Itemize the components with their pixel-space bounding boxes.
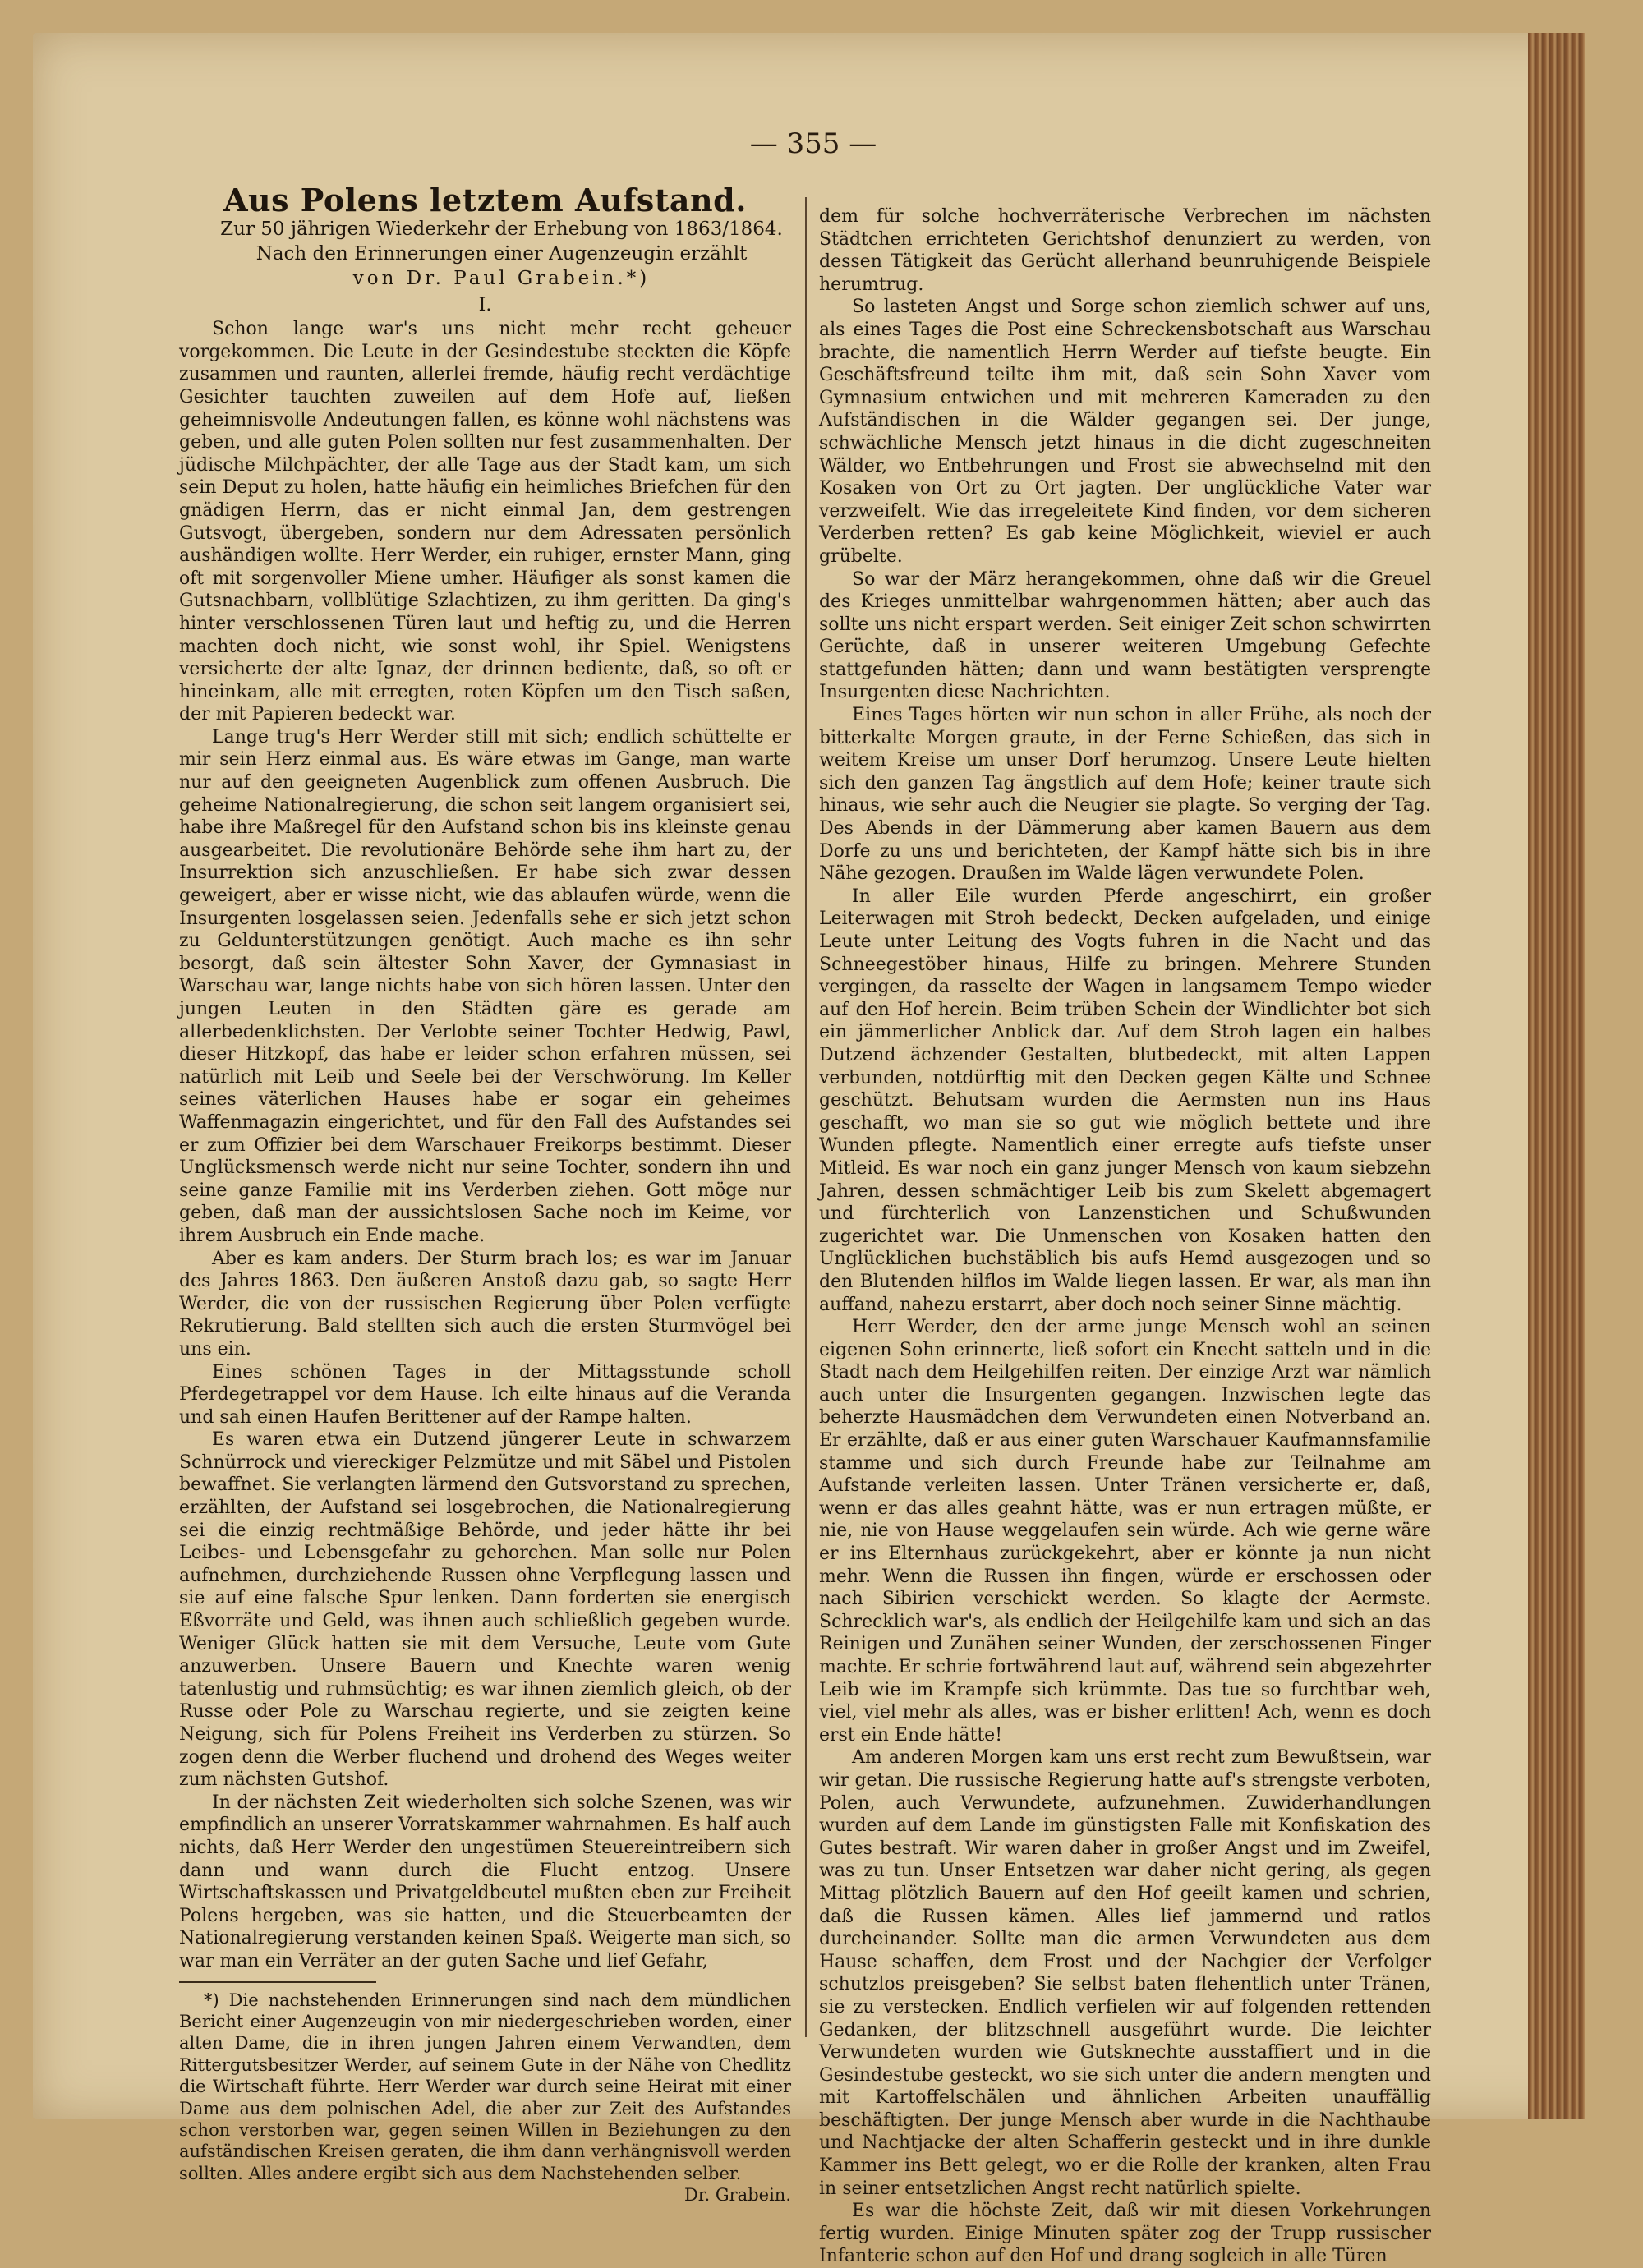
paragraph: Es war die höchste Zeit, daß wir mit diesen Vorkehrungen fertig wurden. Einige Minuten später zog der Trupp russischer Infanterie schon auf den Hof und drang sogleich in alle Türen — [819, 2201, 1431, 2267]
newspaper-page — [33, 33, 1585, 2267]
book-edge — [1528, 33, 1585, 2119]
paragraph: In der nächsten Zeit wiederholten sich solche Szenen, was wir empfindlich an unserer Vorratskammer wahrnahmen. Es half auch nichts, daß Herr Werder den ungestümen Steuereintreibern sich dann und wann durch die Flucht entzog. Unsere Wirtschaftskassen und Privatgeldbeutel mußten eben zur Freiheit Polens hergeben, was sie hatten, und die Steuerbeamten der Nationalregierung verstanden keinen Spaß. Weigerte man sich, so war man ein Verräter an der guten Sache und lief Gefahr, — [179, 1792, 791, 1971]
left-column — [179, 182, 791, 2206]
paragraph: Lange trug's Herr Werder still mit sich; endlich schüttelte er mir sein Herz einmal aus. Es wäre etwas im Gange, man warte nur auf den geeigneten Augenblick zum offenen Ausbruch. Die geheime Nationalregierung, die schon seit langem organisiert sei, habe ihre Maßregel für den Aufstand schon bis ins kleinste genau ausgearbeitet. Die revolutionäre Behörde sehe ihm hart zu, der Insurrektion sich anzuschließen. Er habe sich zwar dessen geweigert, aber er wisse nicht, wie das ablaufen würde, wenn die Insurgenten losgelassen seien. Jedenfalls sehe er sich jetzt schon zu Geldunterstützungen genötigt. Auch mache es ihn sehr besorgt, daß sein ältester Sohn Xaver, der Gymnasiast in Warschau war, lange nichts habe von sich hören lassen. Unter den jungen Leuten in den Städten gäre es gerade am allerbedenklichsten. Der Verlobte seiner Tochter Hedwig, Pawl, dieser Hitzkopf, das habe er leider schon erfahren müssen, sei natürlich mit Leib und Seele bei der Verschwörung. Im Keller seines väterlichen Hauses habe er sogar ein geheimes Waffenmagazin eingerichtet, und für den Fall des Aufstandes sei er zum Offizier bei dem Warschauer Freikorps bestimmt. Dieser Unglücksmensch werde nicht nur seine Tochter, sondern ihn und seine ganze Familie mit ins Verderben ziehen. Gott möge nur geben, daß man der aussichtslosen Sache noch im Keime, vor ihrem Ausbruch ein Ende mache. — [179, 726, 791, 1246]
footnote — [179, 1990, 791, 2206]
article-subtitle: Zur 50 jährigen Wiederkehr der Erhebung von 1863/1864. — [220, 218, 783, 240]
paragraph: So war der März herangekommen, ohne daß wir die Greuel des Krieges unmittelbar wahrgenommen hätten; aber auch das sollte uns nicht erspart werden. Seit einiger Zeit schon schwirrten Gerüchte, daß in unserer weiteren Umgebung Gefechte stattgefunden hätten; dann und wann bestätigten versprengte Insurgenten diese Nachrichten. — [819, 568, 1431, 703]
paragraph: Schon lange war's uns nicht mehr recht geheuer vorgekommen. Die Leute in der Gesindestube steckten die Köpfe zusammen und raunten, allerlei fremde, häufig recht verdächtige Gesichter tauchten zuweilen auf dem Hofe auf, ließen geheimnisvolle Andeutungen fallen, es könne wohl nächstens was geben, und alle guten Polen sollten nur fest zusammenhalten. Der jüdische Milchpächter, der alle Tage aus der Stadt kam, um sich sein Deput zu holen, hatte häufig ein heimliches Briefchen für den gnädigen Herrn, das er nicht einmal Jan, dem gestrengen Gutsvogt, übergeben, sondern nur dem Adressaten persönlich aushändigen wollte. Herr Werder, ein ruhiger, ernster Mann, ging oft mit sorgenvoller Miene umher. Häufiger als sonst kamen die Gutsnachbarn, vollblütige Szlachtizen, zu ihm geritten. Da ging's hinter verschlossenen Türen laut und heftig zu, und die Herren machten doch nicht, wie sonst wohl, ihr Spiel. Wenigstens versicherte der alte Ignaz, der drinnen bediente, daß, so oft er hineinkam, alle mit erregten, roten Köpfen um den Tisch saßen, der mit Papieren bedeckt war. — [179, 319, 791, 725]
footnote-signature: Dr. Grabein. — [683, 2185, 791, 2206]
article-title: Aus Polens letztem Aufstand. — [223, 182, 747, 219]
paragraph: So lasteten Angst und Sorge schon ziemlich schwer auf uns, als eines Tages die Post eine Schreckensbotschaft aus Warschau brachte, die namentlich Herrn Werder auf tiefste beugte. Ein Geschäftsfreund teilte ihm mit, daß sein Sohn Xaver vom Gymnasium entwichen und mit mehreren Kameraden zu den Aufständischen in die Wälder gegangen sei. Der junge, schwächliche Mensch jetzt hinaus in die dicht zugeschneiten Wälder, wo Entbehrungen und Frost sie abwechselnd mit den Kosaken von Ort zu Ort jagten. Der unglückliche Vater war verzweifelt. Wie das irregeleitete Kind finden, vor dem sicheren Verderben retten? Es gab keine Möglichkeit, wieviel er auch grübelte. — [819, 297, 1431, 567]
paragraph: Eines schönen Tages in der Mittagsstunde scholl Pferdegetrappel vor dem Hause. Ich eilte hinaus auf die Veranda und sah einen Haufen Berittener auf der Rampe halten. — [179, 1361, 791, 1428]
paragraph: Aber es kam anders. Der Sturm brach los; es war im Januar des Jahres 1863. Den äußeren Anstoß dazu gab, so sagte Herr Werder, die von der russischen Regierung über Polen verfügte Rekrutierung. Bald stellten sich auch die ersten Sturmvögel bei uns ein. — [179, 1248, 791, 1359]
article-author: von Dr. Paul Grabein.*) — [352, 267, 651, 289]
paragraph: Herr Werder, den der arme junge Mensch wohl an seinen eigenen Sohn erinnerte, ließ sofort ein Knecht satteln und in die Stadt nach dem Heilgehilfen reiten. Der einzige Arzt war nämlich auch unter die Insurgenten gegangen. Inzwischen legte das beherzte Hausmädchen dem Verwundeten einen Notverband an. Er erzählte, daß er aus einer guten Warschauer Kaufmannsfamilie stamme und sich durch Freunde habe zur Teilnahme am Aufstande verleiten lassen. Unter Tränen versicherte er, daß, wenn er das alles geahnt hätte, was er nun ertragen müßte, er nie, nie von Hause weggelaufen sein würde. Ach wie gerne wäre er ins Elternhaus zurückgekehrt, aber er könnte ja nun nicht mehr. Wenn die Russen ihn fingen, würde er erschossen oder nach Sibirien verschickt werden. So klagte der Aermste. Schrecklich war's, als endlich der Heilgehilfe kam und sich an das Reinigen und Zunähen seiner Wunden, der zerschossenen Finger machte. Er schrie fortwährend laut auf, während sein abgezehrter Leib wie im Krampfe sich krümmte. Das tue so furchtbar weh, viel, viel mehr als alles, was er bisher erlitten! Ach, wenn es doch erst ein Ende hätte! — [819, 1317, 1431, 1746]
paragraph: In aller Eile wurden Pferde angeschirrt, ein großer Leiterwagen mit Stroh bedeckt, Decken aufgeladen, und einige Leute unter Leitung des Vogts fuhren in die Nacht und das Schneegestöber hinaus, Hilfe zu bringen. Mehrere Stunden vergingen, da rasselte der Wagen in langsamem Tempo wieder auf den Hof herein. Beim trüben Schein der Windlichter bot sich ein jämmerlicher Anblick dar. Auf dem Stroh lagen ein halbes Dutzend ächzender Gestalten, blutbedeckt, mit alten Lappen verbunden, notdürftig mit den Decken gegen Kälte und Schnee geschützt. Behutsam wurden die Aermsten nun ins Haus geschafft, wo man sie so gut wie möglich bettete und ihre Wunden pflegte. Namentlich einer erregte aufs tiefste unser Mitleid. Es war noch ein ganz junger Mensch von kaum siebzehn Jahren, dessen schmächtiger Leib bis zum Skelett abgemagert und fürchterlich von Lanzenstichen und Schußwunden zugerichtet war. Die Unmenschen von Kosaken hatten den Unglücklichen buchstäblich bis aufs Hemd ausgezogen und so den Blutenden hilflos im Walde liegen lassen. Er war, als man ihn auffand, nahezu erstarrt, aber doch noch seiner Sinne mächtig. — [819, 886, 1431, 1315]
footnote-rule — [179, 1981, 376, 1983]
paragraph: Es waren etwa ein Dutzend jüngerer Leute in schwarzem Schnürrock und viereckiger Pelzmütze und mit Säbel und Pistolen bewaffnet. Sie verlangten lärmend den Gutsvorstand zu sprechen, erzählten, der Aufstand sei losgebrochen, die Nationalregierung sei die einzig rechtmäßige Behörde, und jeder hätte ihr bei Leibes- und Lebensgefahr zu gehorchen. Man solle nur Polen aufnehmen, durchziehende Russen ohne Verpflegung lassen und sie auf eine falsche Spur lenken. Dann forderten sie energisch Eßvorräte und Geld, was ihnen auch schließlich gegeben wurde. Weniger Glück hatten sie mit dem Versuche, Leute vom Gute anzuwerben. Unsere Bauern und Knechte waren wenig tatenlustig und ruhmsüchtig; es war ihnen ziemlich gleich, ob der Russe oder Pole zu Warschau regierte, und sie zeigten keine Neigung, sich für Polens Freiheit ins Verderben zu stürzen. So zogen denn die Werber fluchend und drohend des Weges weiter zum nächsten Gutshof. — [179, 1429, 791, 1791]
footnote-text: *) Die nachstehenden Erinnerungen sind nach dem mündlichen Bericht einer Augenzeugin von mir niedergeschrieben worden, einer alten Dame, die in ihren jungen Jahren einem Verwandten, dem Rittergutsbesitzer Werder, auf seinem Gute in der Nähe von Chedlitz die Wirtschaft führte. Herr Werder war durch seine Heirat mit einer Dame aus dem polnischen Adel, die aber zur Zeit des Aufstandes schon verstorben war, gegen seinen Willen in Beziehungen zu den aufständischen Kreisen geraten, die ihm dann verhängnisvoll werden sollten. Alles andere ergibt sich aus dem Nachstehenden selber. — [179, 1990, 791, 2183]
article-subtitle-2: Nach den Erinnerungen einer Augenzeugin erzählt — [255, 242, 748, 265]
right-column — [819, 205, 1431, 2268]
paragraph: Eines Tages hörten wir nun schon in aller Frühe, als noch der bitterkalte Morgen graute, in der Ferne Schießen, das sich in weitem Kreise um unser Dorf herumzog. Unsere Leute hielten sich den ganzen Tag ängstlich auf dem Hofe; keiner traute sich hinaus, wie sehr auch die Neugier sie plagte. So verging der Tag. Des Abends in der Dämmerung aber kamen Bauern aus dem Dorfe zu uns und berichteten, der Kampf hätte sich bis in ihre Nähe gezogen. Draußen im Walde lägen verwundete Polen. — [819, 705, 1431, 885]
paragraph: dem für solche hochverräterische Verbrechen im nächsten Städtchen errichteten Gerichtshof denunziert zu werden, von dessen Tätigkeit das Gerücht allerhand beunruhigende Beispiele herumtrug. — [819, 206, 1431, 295]
paragraph: Am anderen Morgen kam uns erst recht zum Bewußtsein, war wir getan. Die russische Regierung hatte auf's strengste verboten, Polen, auch Verwundete, aufzunehmen. Zuwiderhandlungen wurden auf dem Lande im günstigsten Falle mit Konfiskation des Gutes bestraft. Wir waren daher in großer Angst und im Zweifel, was zu tun. Unser Entsetzen war daher nicht gering, als gegen Mittag plötzlich Bauern auf den Hof geeilt kamen und schrien, daß die Russen kämen. Alles lief jammernd und ratlos durcheinander. Sollte man die armen Verwundeten aus dem Hause schaffen, dem Frost und der Nachgier der Verfolger schutzlos preisgeben? Sie selbst baten flehentlich unter Tränen, sie zu verstecken. Endlich verfielen wir auf folgenden rettenden Gedanken, der blitzschnell ausgeführt wurde. Die leichter Verwundeten wurden wie Gutsknechte ausstaffiert und in die Gesindestube gesteckt, wo sie sich unter die andern mengten und mit Kartoffelschälen und ähnlichen Arbeiten unauffällig beschäftigten. Der junge Mensch aber wurde in die Nachthaube und Nachtjacke der alten Schafferin gesteckt und in ihre dunkle Kammer ins Bett gelegt, wo er die Rolle der kranken, alten Frau in seiner entsetzlichen Angst recht natürlich spielte. — [819, 1747, 1431, 2199]
column-divider — [805, 197, 807, 2037]
page-number: — 355 — — [749, 127, 877, 160]
section-number: I. — [478, 294, 492, 315]
